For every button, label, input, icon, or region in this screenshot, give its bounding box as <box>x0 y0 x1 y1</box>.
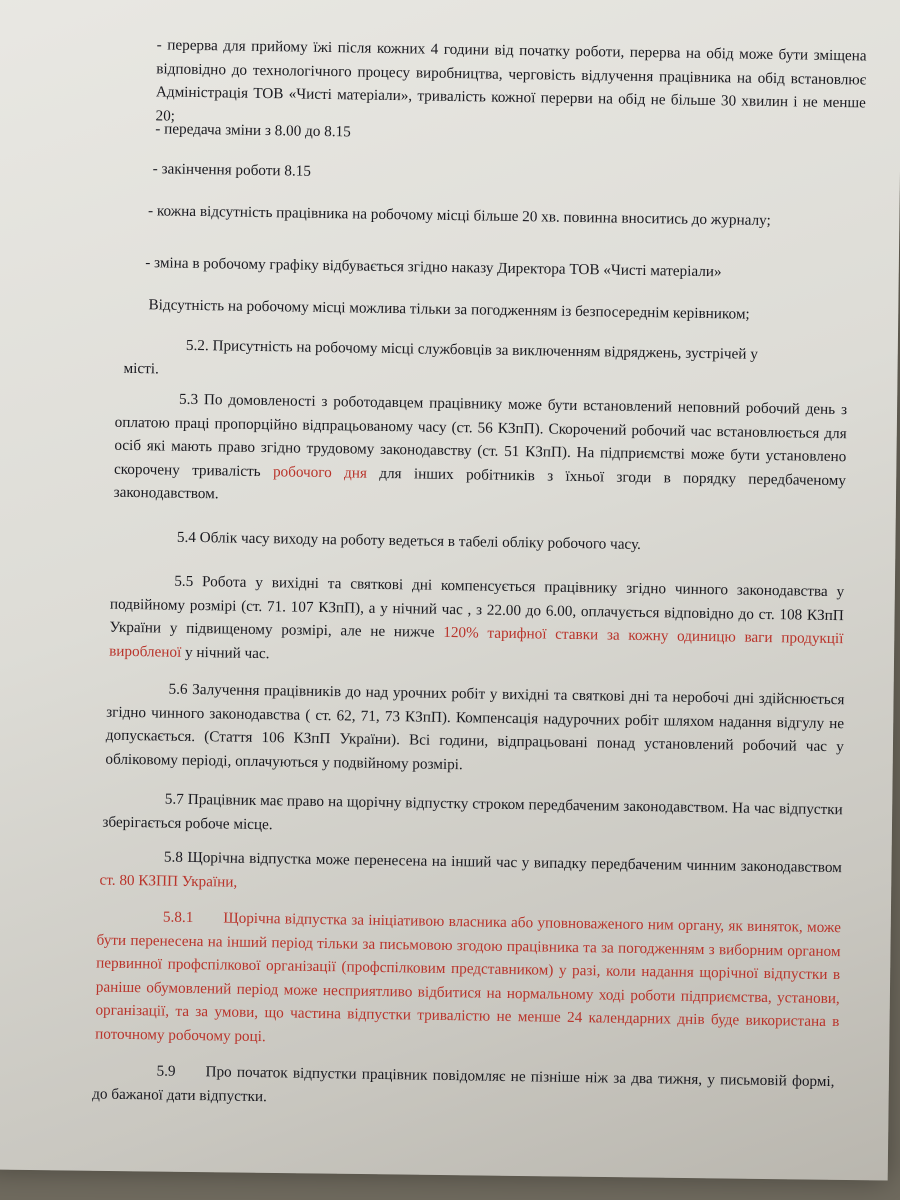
paragraph-5-7: 5.7 Працівник має право на щорічну відпустку строком передбаченим законодавством. На час відпустки зберігається робоче місце. <box>102 790 843 833</box>
paragraph-5-5-highlight: 120% тарифної ставки за кожну одиницю ваги продукції виробленої <box>109 623 844 661</box>
paragraph-5-8-1-text: Щорічна відпустка за ініціативою власника або уповноваженого ним органу, як виняток, може бути перенесена на інший період тільки за письмовою згодою працівника та за погодженням з виборним органом первинної профспілкової організації (профспілковим представником) у разі, коли надання щорічної відпустки в раніше обумовлений період може несприятливо відбитися на нормальному ході роботи підприємства, установи, організації, та за умови, що частина відпустки тривалістю не менше 24 календарних днів буде використана в поточному робочому році. <box>95 909 842 1045</box>
paragraph-5-8 <box>99 845 842 904</box>
absence-note: Відсутність на робочому місці можлива тільки за погодженням із безпосереднім керівником; <box>148 296 750 323</box>
paragraph-5-8-highlight: ст. 80 КЗПП України, <box>99 871 238 891</box>
paragraph-5-3-highlight: робочого дня <box>272 462 368 482</box>
bullet-lunch-break: - перерва для прийому їжі після кожних 4 години від початку роботи, перерва на обід може бути зміщена відповідно до технологічного процесу виробництва, черговість відлучення працівника на обід встановлює Адміністрація ТОВ «Чисті матеріали», тривалість кожної перерви на обід не більше 30 хвилин і не менше 20; <box>155 36 867 125</box>
paragraph-5-8-text: 5.8 Щорічна відпустка може перенесена на інший час у випадку передбаченим чинним законодавством <box>163 848 842 877</box>
paragraph-5-9-text: Про початок відпустки працівник повідомляє не пізніше ніж за два тижня, у письмовій формі, до бажаної дати відпустки. <box>92 1063 835 1105</box>
paragraph-5-3-text: 5.3 По домовленості з роботодавцем працівнику може бути встановлений неповний робочий день з оплатою праці пропорційно відпрацьованому часу (ст. 56 КЗпП). Скорочений робочий час встановлюється для осіб які мають право згідно трудовому законодавству (ст. 51 КЗпП). На підприємстві може бути установлено скорочену тривалість <box>113 390 848 480</box>
bullet-schedule-change: - зміна в робочому графіку відбувається згідно наказу Директора ТОВ «Чисті матеріали» <box>145 254 722 281</box>
bullet-shift-handover: - передача зміни з 8.00 до 8.15 <box>155 120 351 141</box>
paragraph-5-9-number: 5.9 <box>156 1062 176 1080</box>
paragraph-5-2: 5.2. Присутність на робочому місці службовців за виключенням відряджень, зустрічей у місті. <box>123 336 759 377</box>
paragraph-5-3 <box>113 387 847 516</box>
paragraph-5-6: 5.6 Залучення працівників до над урочних робіт у вихідні та святкові дні та неробочі дні здійснюється згідно чинного законодавства ( ст. 62, 71, 73 КЗпП). Компенсація надурочних робіт шляхом надання відгулу не допускається. (Стаття 106 КЗпП України). Всі години, відпрацьовані понад установлений робочий час у обліковому періоді, оплачуються у подвійному розмірі. <box>105 680 845 773</box>
bullet-absence-journal: - кожна відсутність працівника на робочому місці більше 20 хв. повинна вноситись до журналу; <box>147 202 771 229</box>
paragraph-5-9 <box>92 1058 835 1117</box>
paragraph-5-5 <box>109 569 844 675</box>
paragraph-5-4: 5.4 Облік часу виходу на роботу ведеться в табелі обліку робочого часу. <box>176 528 642 553</box>
paragraph-5-5-text: 5.5 Робота у вихідні та святкові дні компенсується працівнику згідно чинного законодавства у подвійному розмірі (ст. 71. 107 КЗпП), а у нічний час , з 22.00 до 6.00, оплачується відповідно до ст. 108 КЗпП України у підвищеному розмірі, але не нижче <box>109 572 845 641</box>
bullet-work-end: - закінчення роботи 8.15 <box>152 160 312 180</box>
paragraph-5-5-tail: у нічний час. <box>181 643 270 662</box>
paragraph-5-3-tail: для інших робітників з їхньої згоди в порядку передбаченому законодавством. <box>113 464 847 503</box>
paragraph-5-8-1 <box>95 904 841 1057</box>
paragraph-5-8-1-number: 5.8.1 <box>162 908 194 927</box>
